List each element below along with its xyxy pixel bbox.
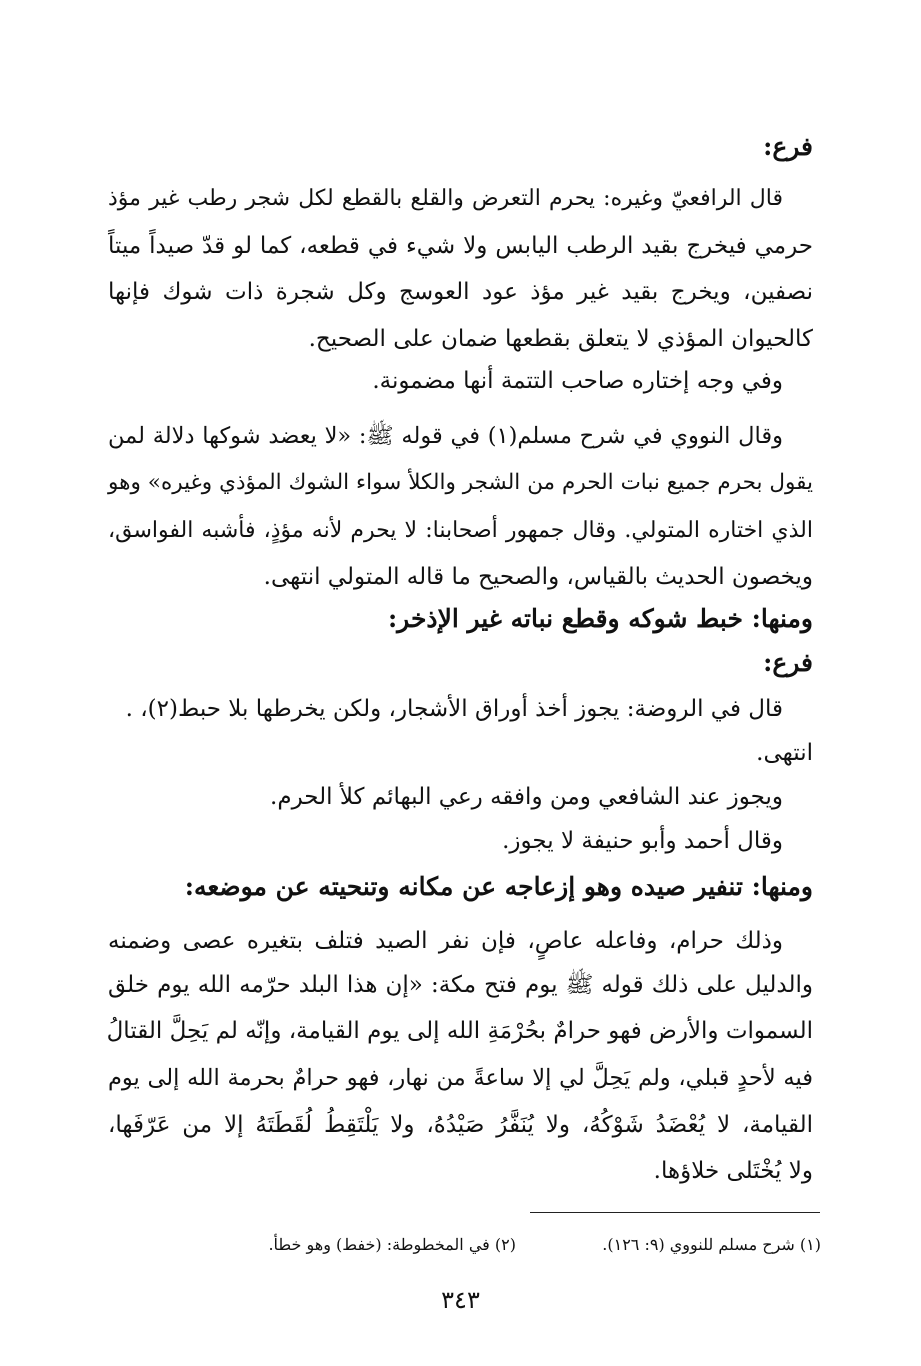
paragraph-line: قال في الروضة: يجوز أخذ أوراق الأشجار، ولكن يخرطها بلا حبط(٢)، . [125,696,783,722]
paragraph-line: وذلك حرام، وفاعله عاصٍ، فإن نفر الصيد فتلف بتغيره عصى وضمنه [108,928,783,954]
section-heading-far: فرع: [763,132,813,161]
paragraph-line: السموات والأرض فهو حرامٌ بحُرْمَةِ الله إلى يوم القيامة، وإنّه لم يَحِلَّ القتالُ [106,1018,813,1044]
paragraph-line: ويجوز عند الشافعي ومن وافقه رعي البهائم كلأ الحرم. [270,784,783,810]
paragraph-line: نصفين، ويخرج بقيد غير مؤذ عود العوسج وكل شجرة ذات شوك فإنها [108,279,813,305]
paragraph-line: القيامة، لا يُعْضَدُ شَوْكُهُ، ولا يُنَفَّرُ صَيْدُهُ، ولا يَلْتَقِطُ لُقَطَتَهُ إلا من عَرّفَها، [108,1112,813,1138]
section-heading-far: فرع: [763,648,813,677]
paragraph-line: قال الرافعيّ وغيره: يحرم التعرض والقلع بالقطع لكل شجر رطب غير مؤذ [108,186,783,211]
paragraph-line: ولا يُخْتَلى خلاؤها. [653,1158,813,1184]
paragraph-line: فيه لأحدٍ قبلي، ولم يَحِلَّ لي إلا ساعةً من نهار، فهو حرامٌ بحرمة الله إلى يوم [108,1065,813,1091]
paragraph-line: الذي اختاره المتولي. وقال جمهور أصحابنا: لا يحرم لأنه مؤذٍ، فأشبه الفواسق، [108,518,813,543]
paragraph-line: حرمي فيخرج بقيد الرطب اليابس ولا شيء في قطعه، كما لو قدّ صيداً ميتاً [108,233,813,259]
section-heading: ومنها: خبط شوكه وقطع نباته غير الإذخر: [387,604,813,633]
paragraph-line: والدليل على ذلك قوله ﷺ يوم فتح مكة: «إن هذا البلد حرّمه الله يوم خلق [108,972,813,998]
footnote-1: (١) شرح مسلم للنووي (٩: ١٢٦). [602,1235,821,1254]
paragraph-line: ويخصون الحديث بالقياس، والصحيح ما قاله المتولي انتهى. [263,564,813,590]
footnote-2: (٢) في المخطوطة: (خفط) وهو خطأ. [268,1235,516,1254]
paragraph-line: وقال النووي في شرح مسلم(١) في قوله ﷺ: «لا يعضد شوكها دلالة لمن [108,423,783,449]
paragraph-line: يقول بحرم جميع نبات الحرم من الشجر والكلأ سواء الشوك المؤذي وغيره» وهو [108,470,813,495]
paragraph-line: انتهى. [756,740,813,766]
page-number: ٣٤٣ [441,1286,480,1314]
section-heading: ومنها: تنفير صيده وهو إزعاجه عن مكانه وتنحيته عن موضعه: [184,872,813,901]
paragraph-line: وفي وجه إختاره صاحب التتمة أنها مضمونة. [372,368,783,394]
footnote-divider [530,1212,820,1213]
paragraph-line: كالحيوان المؤذي لا يتعلق بقطعها ضمان على الصحيح. [308,326,813,352]
paragraph-line: وقال أحمد وأبو حنيفة لا يجوز. [502,828,783,854]
